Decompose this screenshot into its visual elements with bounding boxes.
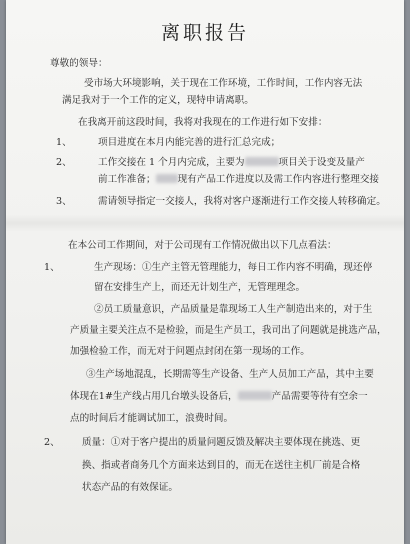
- plan-number-3: 3、: [56, 196, 72, 207]
- intro-line-1: 受市场大环境影响，关于现在工作环境，工作时间，工作内容无法: [84, 78, 363, 89]
- redacted-block: [156, 174, 178, 183]
- plan-item-3: 需请领导指定一交接人，我将对客户逐渐进行工作交接人转移确定。: [98, 196, 386, 207]
- point-2-line-1: 质量：①对于客户提出的质量问题反馈及解决主要体现在挑选、更: [82, 437, 361, 448]
- point-2-line-3: 状态产品的有效保证。: [82, 482, 178, 493]
- redacted-block: [245, 157, 279, 166]
- plan-item-2-text-d: 现有产品工作进度以及需工作内容进行整理交接: [177, 174, 380, 185]
- point-1-line-7: [70, 391, 368, 403]
- point-2-line-2: 换、指或者商务几个方面来达到目的，而无在送往主机厂前是合格: [82, 460, 361, 471]
- paper-fold: [6, 214, 404, 232]
- document-page: [6, 0, 404, 544]
- redacted-block: [238, 391, 272, 400]
- point-number-2: 2、: [44, 437, 60, 448]
- intro-line-3: 在我离开前这段时间，我将对我现在的工作进行如下安排：: [78, 117, 328, 128]
- point-number-1: 1、: [44, 262, 60, 273]
- plan-number-1: 1、: [56, 137, 72, 148]
- point-1-line-7-text-b: 产品需要等待有空余一: [271, 391, 368, 402]
- plan-item-2-line-2: [98, 174, 379, 186]
- plan-number-2: 2、: [56, 157, 72, 168]
- plan-item-2-line-1: [98, 157, 365, 169]
- greeting: 尊敬的领导：: [50, 58, 108, 69]
- point-1-line-6: ③生产场地混乱，长期需等生产设备、生产人员加工产品，其中主要: [86, 369, 374, 380]
- intro-line-2: 满足我对于一个工作的定义，现特申请离职。: [62, 95, 254, 106]
- point-1-line-8: 点的时间后才能调试加工，浪费时间。: [70, 413, 234, 424]
- plan-item-2-text-c: 前工作准备；: [98, 174, 156, 185]
- section-heading: 在本公司工作期间，对于公司现有工作情况做出以下几点看法：: [68, 240, 337, 251]
- point-1-line-7-text-a: 体现在1#生产线占用几台墩头设备后，: [70, 391, 238, 402]
- point-1-line-3: ②员工质量意识，产品质量是靠现场工人生产制造出来的，对于生: [94, 304, 373, 315]
- plan-item-2-text-b: 项目关于设变及量产: [278, 157, 365, 168]
- point-1-line-2: 留在安排生产上，而还无计划生产，无管理理念。: [94, 282, 306, 293]
- document-title: 离职报告: [160, 22, 249, 44]
- point-1-line-4: 产质量主要关注点不是检验，而是生产员工，我司出了问题就是挑选产品，: [70, 325, 387, 336]
- point-1-line-1: 生产现场：①生产主管无管理能力，每日工作内容不明确，现还停: [94, 262, 373, 273]
- plan-item-1: 项目进度在本月内能完善的进行汇总完成；: [98, 137, 281, 148]
- plan-item-2-text-a: 工作交接在 1 个月内完成，主要为: [98, 157, 245, 168]
- point-1-line-5: 加强检验工作，而无对于问题点封闭在第一现场的工作。: [70, 346, 310, 357]
